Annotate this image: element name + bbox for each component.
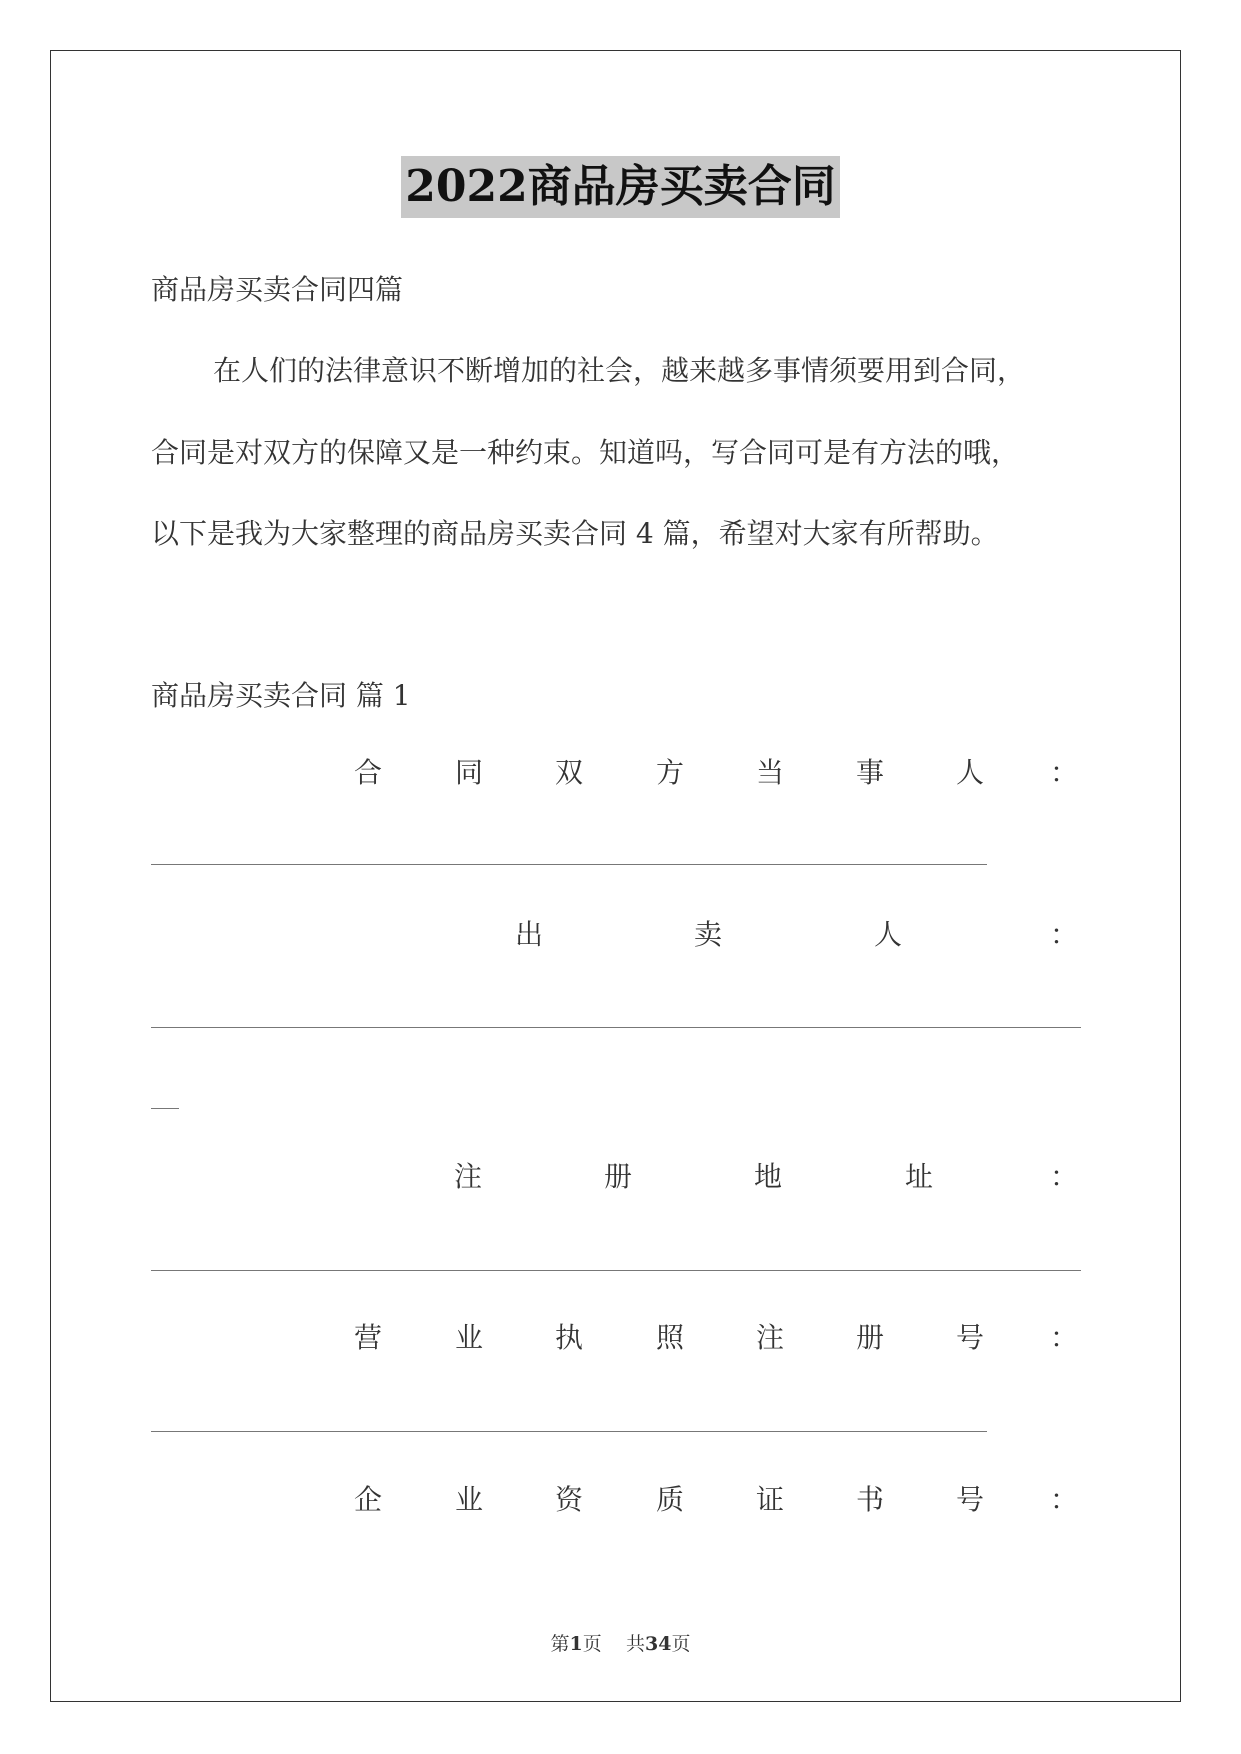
title-container [0, 156, 1241, 218]
field-colon: ： [1050, 1321, 1079, 1354]
field-char: 双 [555, 756, 584, 789]
field-colon: ： [1050, 756, 1079, 789]
field-char: 册 [856, 1321, 885, 1354]
field-char: 业 [455, 1483, 484, 1516]
field-colon: ： [1050, 918, 1079, 951]
field-char: 证 [756, 1483, 785, 1516]
field-colon: ： [1050, 1483, 1079, 1516]
field-char: 地 [754, 1160, 783, 1193]
field-char: 号 [956, 1483, 985, 1516]
field-char: 注 [454, 1160, 483, 1193]
field-char: 卖 [694, 918, 723, 951]
field-char: 注 [756, 1321, 785, 1354]
intro-line-3: 以下是我为大家整理的商品房买卖合同 4 篇，希望对大家有所帮助。 [151, 517, 999, 550]
footer-total-pages: 34 [644, 1633, 672, 1655]
footer-total-prefix: 共 [625, 1633, 645, 1655]
field-colon: ： [1050, 1160, 1079, 1193]
field-char: 事 [856, 756, 885, 789]
field-char: 执 [555, 1321, 584, 1354]
field-parties [0, 753, 1241, 793]
field-char: 合 [354, 756, 383, 789]
field-char: 人 [874, 918, 903, 951]
intro-line-1: 在人们的法律意识不断增加的社会，越来越多事情须要用到合同， [213, 354, 1026, 387]
field-char: 出 [515, 918, 544, 951]
blank-line [151, 864, 987, 865]
field-char: 同 [455, 756, 484, 789]
blank-line [151, 1027, 1081, 1028]
field-char: 书 [856, 1483, 885, 1516]
subtitle: 商品房买卖合同四篇 [151, 273, 404, 306]
blank-line [151, 1108, 179, 1109]
field-char: 册 [604, 1160, 633, 1193]
page-footer [0, 1629, 1241, 1656]
blank-line [151, 1431, 987, 1432]
field-char: 照 [656, 1321, 685, 1354]
field-char: 当 [756, 756, 785, 789]
field-char: 业 [455, 1321, 484, 1354]
field-license [0, 1318, 1241, 1358]
field-char: 质 [656, 1483, 685, 1516]
footer-prefix: 第 [550, 1633, 570, 1655]
field-char: 方 [656, 756, 685, 789]
document-title: 2022商品房买卖合同 [401, 156, 839, 218]
field-char: 号 [956, 1321, 985, 1354]
intro-line-2: 合同是对双方的保障又是一种约束。知道吗，写合同可是有方法的哦， [151, 436, 1020, 469]
field-char: 址 [905, 1160, 934, 1193]
section-heading: 商品房买卖合同 篇 1 [151, 679, 411, 712]
field-qualification [0, 1480, 1241, 1520]
field-char: 营 [354, 1321, 383, 1354]
field-char: 资 [555, 1483, 584, 1516]
footer-page-suffix: 页 [582, 1633, 602, 1655]
field-address [0, 1157, 1241, 1197]
field-char: 人 [956, 756, 985, 789]
footer-page-number: 1 [569, 1633, 583, 1655]
footer-total-suffix: 页 [671, 1633, 691, 1655]
blank-line [151, 1270, 1081, 1271]
field-seller [0, 915, 1241, 955]
field-char: 企 [354, 1483, 383, 1516]
